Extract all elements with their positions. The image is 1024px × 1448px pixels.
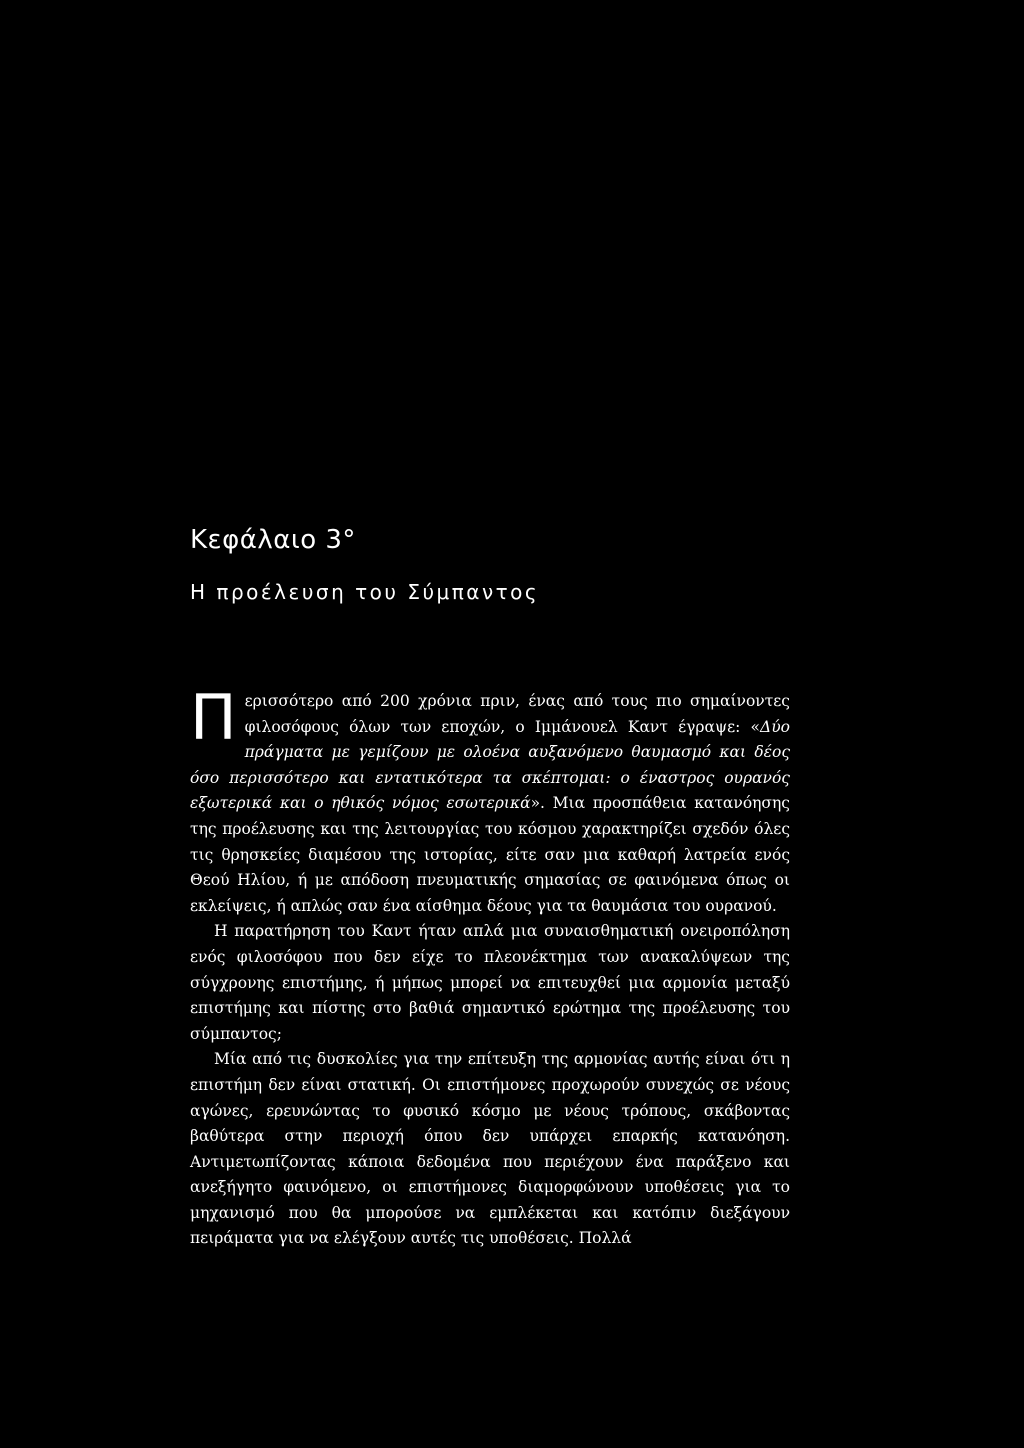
chapter-title: Η προέλευση του Σύμπαντος [190,580,540,604]
drop-cap-letter: Π [190,681,237,754]
kant-quote: Δύο πράγματα με γεμίζουν με ολοένα αυξανόμενο θαυμασμό και δέος όσο περισσότερο και εντατικότερα τα σκέπτομαι: ο έναστρος ουρανός εξωτερικά και ο ηθικός νόμος εσωτερικά [190,717,790,813]
paragraph-1 [190,681,790,919]
paragraph-1-text-start: ερισσότερο από 200 χρόνια πριν, ένας από τους πιο σημαίνοντες φιλοσόφους όλων των εποχών, ο Ιμμάνουελ Καντ έγραψε: « [244,692,790,736]
body-text [190,681,790,1252]
paragraph-1-text-end: ». Μια προσπάθεια κατανόησης της προέλευσης και της λειτουργίας του κόσμου χαρακτηρίζει σχεδόν όλες τις θρησκείες διαμέσου της ιστορίας, είτε σαν μια καθαρή λατρεία ενός Θεού Ηλίου, ή με απόδοση πνευματικής σημασίας σε φαινόμενα όπως οι εκλείψεις, ή απλώς σαν ένα αίσθημα δέους για τα θαυμάσια του ουρανού. [190,794,790,915]
paragraph-2: Η παρατήρηση του Καντ ήταν απλά μια συναισθηματική ονειροπόληση ενός φιλοσόφου που δεν είχε το πλεονέκτημα των ανακαλύψεων της σύγχρονης επιστήμης, ή μήπως μπορεί να επιτευχθεί μια αρμονία μεταξύ επιστήμης και πίστης στο βαθιά σημαντικό ερώτημα της προέλευσης του σύμπαντος; [190,922,790,1043]
paragraph-3: Μία από τις δυσκολίες για την επίτευξη της αρμονίας αυτής είναι ότι η επιστήμη δεν είναι στατική. Οι επιστήμονες προχωρούν συνεχώς σε νέους αγώνες, ερευνώντας το φυσικό κόσμο με νέους τρόπους, σκάβοντας βαθύτερα στην περιοχή όπου δεν υπάρχει επαρκής κατανόηση. Αντιμετωπίζοντας κάποια δεδομένα που περιέχουν ένα παράξενο και ανεξήγητο φαινόμενο, οι επιστήμονες διαμορφώνουν υποθέσεις για το μηχανισμό που θα μπορούσε να εμπλέκεται και κατόπιν διεξάγουν πειράματα για να ελέγξουν αυτές τις υποθέσεις. Πολλά [190,1050,790,1248]
drop-cap [190,681,237,754]
chapter-heading: Κεφάλαιο 3° [190,525,356,555]
